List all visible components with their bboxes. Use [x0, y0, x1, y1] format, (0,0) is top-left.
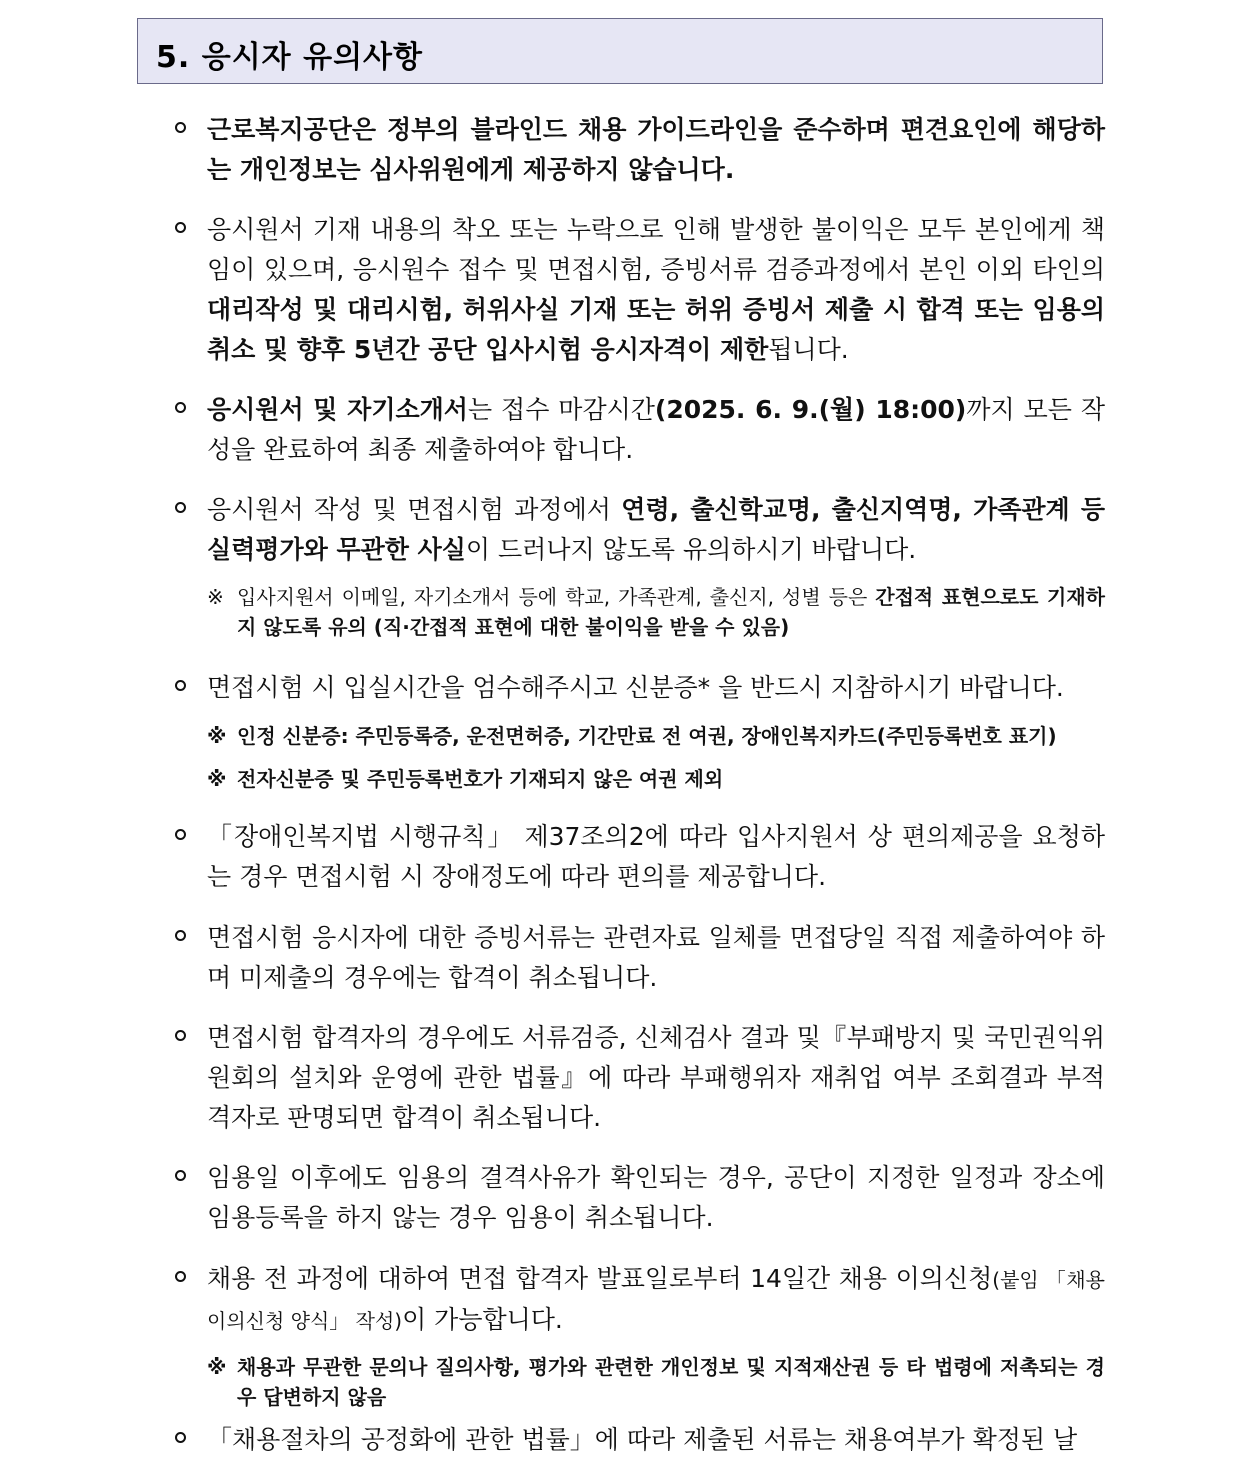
notice-text: 응시원서 및 자기소개서는 접수 마감시간(2025. 6. 9.(월) 18:00)까지 모든 작성을 완료하여 최종 제출하여야 합니다.: [207, 395, 1106, 464]
reference-mark: ※: [207, 724, 227, 748]
notice-item-documents: [175, 918, 1105, 998]
reference-mark: ※: [207, 585, 224, 609]
notice-text: 「채용절차의 공정화에 관한 법률」에 따라 제출된 서류는 채용여부가 확정된 날: [207, 1425, 1078, 1454]
bullet-icon: [175, 1170, 186, 1181]
notice-text: 응시원서 작성 및 면접시험 과정에서 연령, 출신학교명, 출신지역명, 가족관계 등 실력평가와 무관한 사실이 드러나지 않도록 유의하시기 바랍니다.: [207, 495, 1105, 564]
bullet-icon: [175, 1271, 186, 1282]
bullet-icon: [175, 1432, 186, 1443]
note-text: 채용과 무관한 문의나 질의사항, 평가와 관련한 개인정보 및 지적재산권 등 타 법령에 저촉되는 경우 답변하지 않음: [237, 1355, 1105, 1409]
note-text: 전자신분증 및 주민등록번호가 기재되지 않은 여권 제외: [237, 767, 724, 791]
note-text: 인정 신분증: 주민등록증, 운전면허증, 기간만료 전 여권, 장애인복지카드(주민등록번호 표기): [237, 724, 1057, 748]
notice-item-fair-hiring-law: [175, 1420, 1105, 1460]
notice-text: 응시원서 기재 내용의 착오 또는 누락으로 인해 발생한 불이익은 모두 본인에게 책임이 있으며, 응시원수 접수 및 면접시험, 증빙서류 검증과정에서 본인 이외 타인의 대리작성 및 대리시험, 허위사실 기재 또는 허위 증빙서 제출 시 합격 또는 임용의 취소 및 향후 5년간 공단 입사시험 응시자격이 제한됩니다.: [207, 215, 1105, 364]
bullet-icon: [175, 930, 186, 941]
note-no-answer: [207, 1352, 1105, 1412]
bullet-icon: [175, 222, 186, 233]
notice-item-application-errors: [175, 210, 1105, 370]
notice-item-blind-info: [175, 490, 1105, 570]
note-valid-ids: [207, 721, 1105, 751]
notice-text: 면접시험 응시자에 대한 증빙서류는 관련자료 일체를 면접당일 직접 제출하여야 하며 미제출의 경우에는 합격이 취소됩니다.: [207, 923, 1105, 992]
bullet-icon: [175, 502, 186, 513]
notice-item-id-card: [175, 668, 1105, 708]
bullet-icon: [175, 1030, 186, 1041]
reference-mark: ※: [207, 1355, 227, 1379]
note-indirect-expression: [207, 582, 1105, 642]
bullet-icon: [175, 680, 186, 691]
reference-mark: ※: [207, 767, 227, 791]
notice-text: 면접시험 합격자의 경우에도 서류검증, 신체검사 결과 및『부패방지 및 국민권익위원회의 설치와 운영에 관한 법률』에 따라 부패행위자 재취업 여부 조회결과 부적격자로 판명되면 합격이 취소됩니다.: [207, 1023, 1105, 1132]
notice-item-disability: [175, 817, 1105, 897]
notice-text: 채용 전 과정에 대하여 면접 합격자 발표일로부터 14일간 채용 이의신청(붙임 「채용 이의신청 양식」 작성)이 가능합니다.: [207, 1264, 1105, 1334]
note-text: 입사지원서 이메일, 자기소개서 등에 학교, 가족관계, 출신지, 성별 등은 간접적 표현으로도 기재하지 않도록 유의 (직·간접적 표현에 대한 불이익을 받을 수 있음): [237, 585, 1106, 639]
notice-text: 면접시험 시 입실시간을 엄수해주시고 신분증* 을 반드시 지참하시기 바랍니다.: [207, 673, 1064, 702]
note-excluded-ids: [207, 764, 1105, 794]
notice-item-objection: [175, 1259, 1105, 1341]
bullet-icon: [175, 829, 186, 840]
notice-item-deadline: [175, 390, 1105, 470]
notice-text: 「장애인복지법 시행규칙」 제37조의2에 따라 입사지원서 상 편의제공을 요청하는 경우 면접시험 시 장애정도에 따라 편의를 제공합니다.: [207, 822, 1105, 891]
section-header: [137, 18, 1103, 84]
notice-item-appointment: [175, 1158, 1105, 1238]
section-title: 5. 응시자 유의사항: [156, 40, 424, 75]
bullet-icon: [175, 122, 186, 133]
notice-text: 근로복지공단은 정부의 블라인드 채용 가이드라인을 준수하며 편견요인에 해당하는 개인정보는 심사위원에게 제공하지 않습니다.: [207, 115, 1105, 184]
notice-item-verification: [175, 1018, 1105, 1138]
notice-text: 임용일 이후에도 임용의 결격사유가 확인되는 경우, 공단이 지정한 일정과 장소에 임용등록을 하지 않는 경우 임용이 취소됩니다.: [207, 1163, 1105, 1232]
bullet-icon: [175, 402, 186, 413]
notice-item-blind-hiring: [175, 110, 1105, 190]
